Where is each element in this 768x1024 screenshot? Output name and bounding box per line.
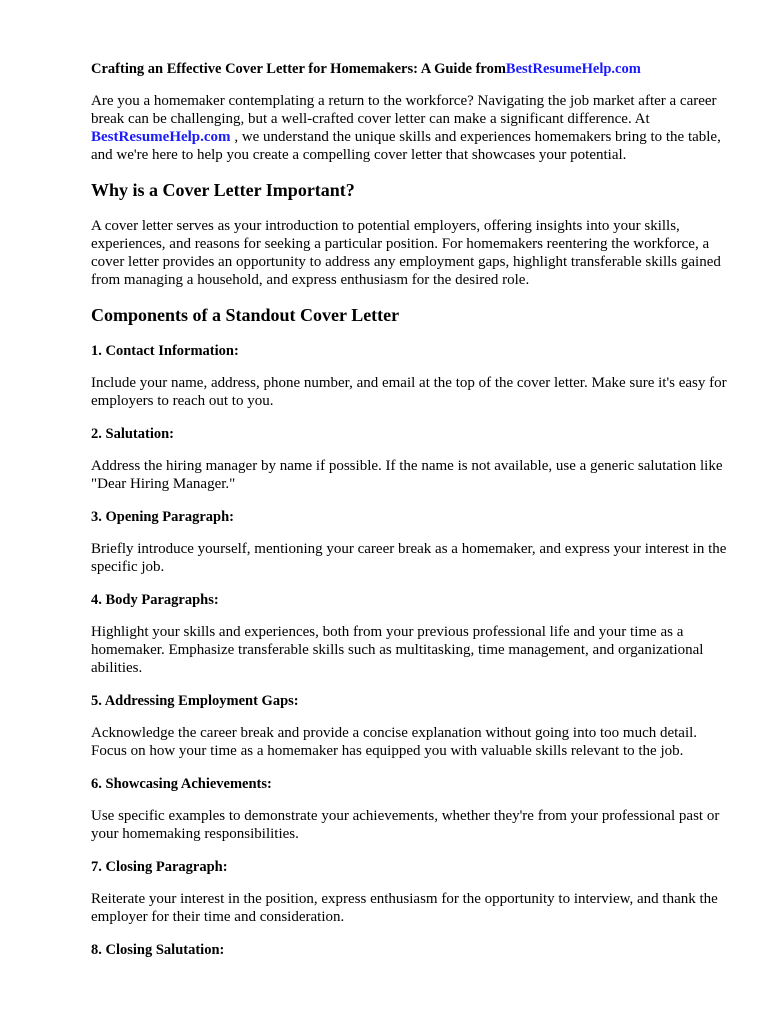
section-paragraph: Use specific examples to demonstrate your achievements, whether they're from your professional past or your homemaking responsibilities. bbox=[91, 808, 720, 842]
section-paragraph: Reiterate your interest in the position, express enthusiasm for the opportunity to interview, and thank the employer for their time and consideration. bbox=[91, 891, 718, 925]
section-paragraph: Briefly introduce yourself, mentioning your career break as a homemaker, and express your interest in the specific job. bbox=[91, 541, 727, 575]
intro-text-after-link: , we understand the unique skills and experiences homemakers bring to the table, and we're here to help you create a compelling cover letter that showcases your potential. bbox=[91, 129, 721, 163]
why-paragraph: A cover letter serves as your introduction to potential employers, offering insights into your skills, experiences, and reasons for seeking a particular position. For homemakers reentering the workforce, a cover letter provides an opportunity to address any employment gaps, highlight transferable skills gained from managing a household, and express enthusiasm for the desired role. bbox=[91, 218, 721, 288]
why-heading: Why is a Cover Letter Important? bbox=[91, 180, 355, 200]
intro-paragraph bbox=[91, 92, 728, 164]
document-title bbox=[91, 60, 728, 78]
intro-link[interactable]: BestResumeHelp.com bbox=[91, 129, 231, 145]
intro-text-before-link: Are you a homemaker contemplating a return to the workforce? Navigating the job market after a career break can be challenging, but a well-crafted cover letter can make a significant difference. At bbox=[91, 93, 717, 127]
section-heading: 8. Closing Salutation: bbox=[91, 942, 225, 958]
section-heading: 7. Closing Paragraph: bbox=[91, 859, 228, 875]
section-heading: 4. Body Paragraphs: bbox=[91, 592, 219, 608]
components-heading: Components of a Standout Cover Letter bbox=[91, 305, 400, 325]
document-title-text: Crafting an Effective Cover Letter for Homemakers: A Guide from bbox=[91, 61, 506, 77]
section-paragraph: Acknowledge the career break and provide a concise explanation without going into too much detail. Focus on how your time as a homemaker has equipped you with valuable skills relevant to the job. bbox=[91, 725, 698, 759]
section-heading: 1. Contact Information: bbox=[91, 343, 239, 359]
section-paragraph: Highlight your skills and experiences, both from your previous professional life and your time as a homemaker. Emphasize transferable skills such as multitasking, time management, and organizational abilities. bbox=[91, 624, 704, 676]
section-heading: 3. Opening Paragraph: bbox=[91, 509, 234, 525]
section-heading: 6. Showcasing Achievements: bbox=[91, 776, 272, 792]
section-paragraph: Include your name, address, phone number, and email at the top of the cover letter. Make sure it's easy for employers to reach out to you. bbox=[91, 375, 727, 409]
section-heading: 2. Salutation: bbox=[91, 426, 174, 442]
section-heading: 5. Addressing Employment Gaps: bbox=[91, 693, 299, 709]
section-paragraph: Address the hiring manager by name if possible. If the name is not available, use a generic salutation like "Dear Hiring Manager." bbox=[91, 458, 723, 492]
title-link[interactable]: BestResumeHelp.com bbox=[505, 61, 641, 77]
